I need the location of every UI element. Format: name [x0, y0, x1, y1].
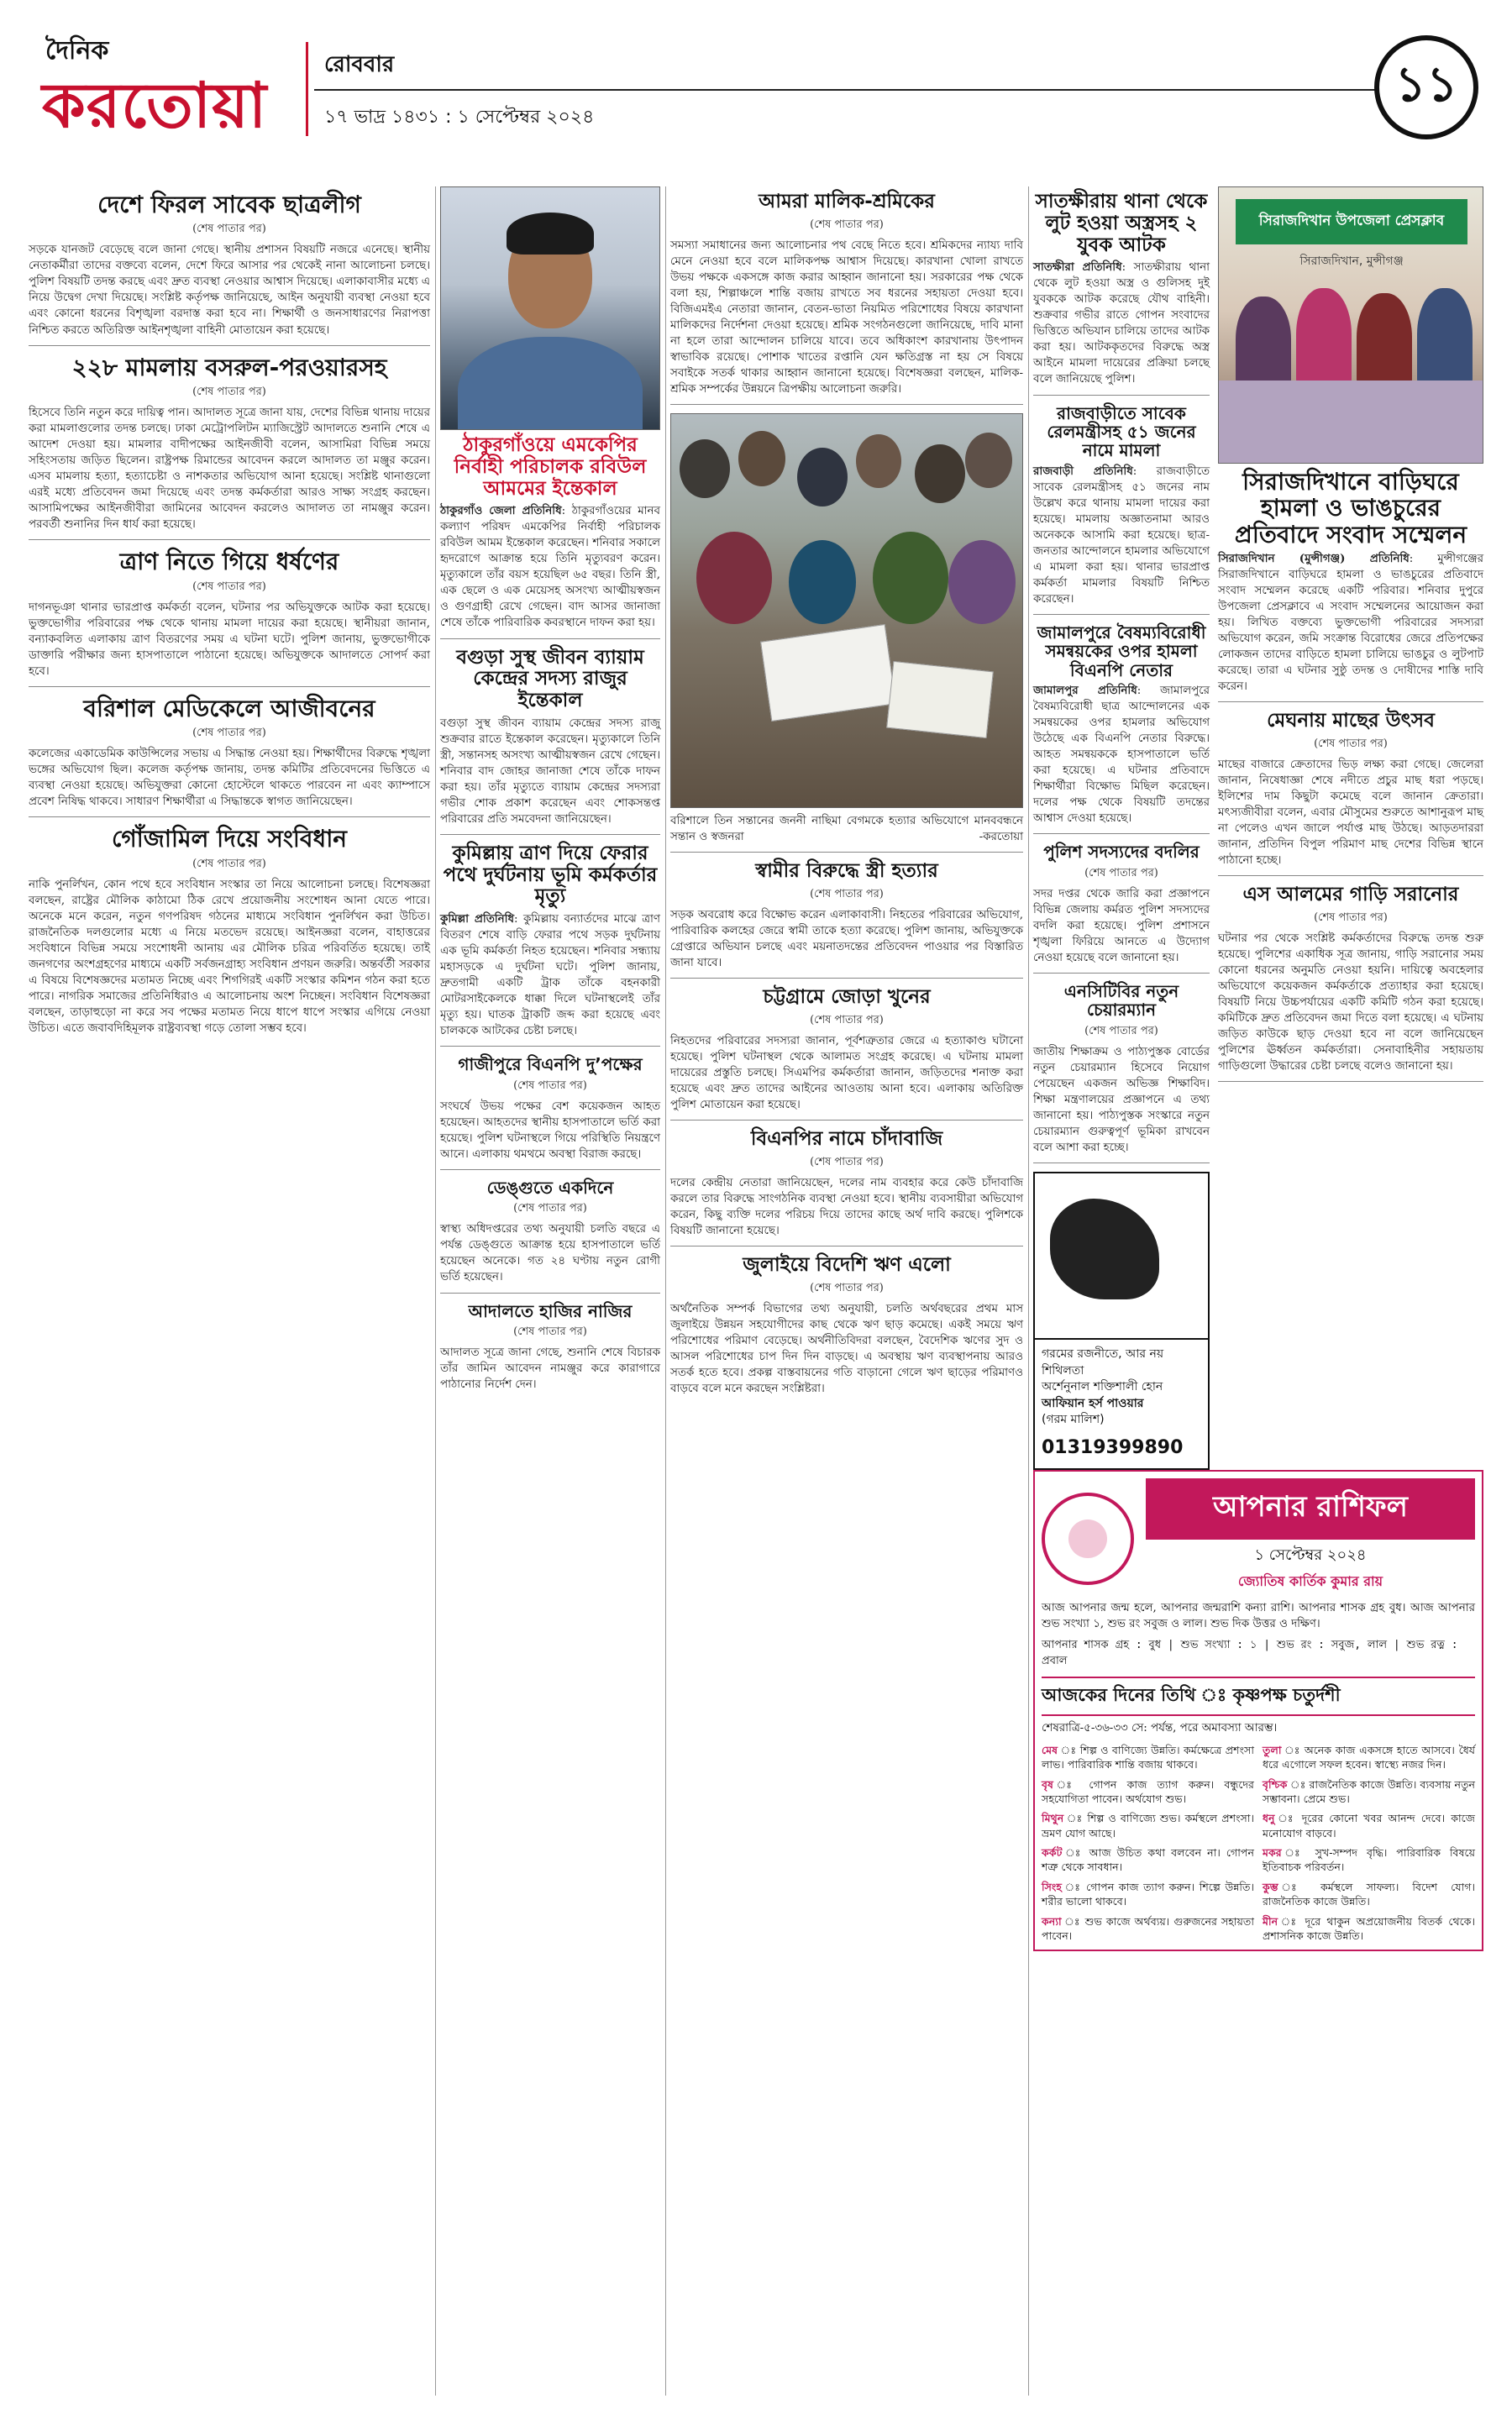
story: [670, 1255, 1023, 1404]
column-divider: [665, 186, 666, 2396]
story-text: জামালপুরে বৈষম্যবিরোধী ছাত্র আন্দোলনের এক সমন্বয়কের ওপর হামলার অভিযোগ উঠেছে এক বিএনপি নেতার বিরুদ্ধে। আহত সমন্বয়ককে হাসপাতালে ভর্তি করা হয়েছে। এ ঘটনার প্রতিবাদে শিক্ষার্থীরা বিক্ষোভ মিছিল করেছেন। দলের পক্ষ থেকে বিষয়টি তদন্তের আশ্বাস দেওয়া হয়েছে।: [1033, 685, 1210, 826]
story-headline: এস আলমের গাড়ি সরানোর: [1242, 884, 1459, 906]
story-headline: ঠাকুরগাঁওয়ে এমকেপির নির্বাহী পরিচালক রবিউল আমমের ইন্তেকাল: [454, 434, 647, 500]
sign-name: কুম্ভ: [1263, 1880, 1278, 1893]
story-jump: (শেষ পাতার পর): [192, 385, 266, 398]
sign-name: বৃশ্চিক: [1263, 1777, 1288, 1791]
caption-credit: -করতোয়া: [979, 831, 1023, 844]
ad-line1: গরমের রজনীতে, আর নয় শিথিলতা: [1042, 1346, 1164, 1378]
story-jump: (শেষ পাতার পর): [1314, 737, 1388, 751]
tithi-heading: আজকের দিনের তিথি ঃ কৃষ্ণপক্ষ চতুর্দশী: [1042, 1677, 1475, 1716]
story-jump: (শেষ পাতার পর): [192, 727, 266, 740]
crowd-figure: [789, 540, 856, 624]
story: [1218, 884, 1483, 1082]
press-conference-photo: [1218, 186, 1483, 464]
sign-text: রাজনৈতিক কাজে উন্নতি। ব্যবসায় নতুন সম্ভাবনা। প্রেমে শুভ।: [1263, 1777, 1476, 1805]
attendee-figure: [1296, 288, 1352, 389]
ad-brand: আফিয়ান হর্স পাওয়ার: [1042, 1396, 1144, 1410]
tithi-detail: শেষরাত্রি-৫-৩৬-৩৩ সে: পর্যন্ত, পরে অমাবস্যা আরম্ভ।: [1042, 1721, 1278, 1735]
story: [1033, 982, 1210, 1163]
story-body: সংঘর্ষে উভয় পক্ষের বেশ কয়েকজন আহত হয়েছেন। আহতদের স্থানীয় হাসপাতালে ভর্তি করা হয়েছে। পুলিশ ঘটনাস্থলে গিয়ে পরিস্থিতি নিয়ন্ত্রণে আনে। এলাকায় থমথমে অবস্থা বিরাজ করছে।: [440, 1100, 660, 1161]
story-jump: (শেষ পাতার পর): [513, 1079, 587, 1092]
story: [29, 826, 430, 1043]
horse-silhouette: [1050, 1199, 1159, 1299]
story-headline: কুমিল্লায় ত্রাণ দিয়ে ফেরার পথে দুর্ঘটনায় ভূমি কর্মকর্তার মৃত্যু: [443, 842, 658, 908]
newspaper-logo: [39, 30, 291, 148]
story-jump: (শেষ পাতার পর): [810, 1155, 884, 1168]
story-body: সড়কে যানজট বেড়েছে বলে জানা গেছে। স্থানীয় প্রশাসন বিষয়টি নজরে এনেছে। স্থানীয় নেতাকর্মীরা তাদের বক্তব্যে বলেন, দেশে ফিরে আসার পর থেকেই নানা আলোচনা চলছে। পুলিশ বিষয়টি তদন্ত করছে এবং দ্রুত ব্যবস্থা নেওয়ার আশ্বাস দিয়েছে। এলাকাবাসীর মধ্যে এ নিয়ে উদ্বেগ দেখা দিয়েছে। সংশ্লিষ্ট কর্তৃপক্ষ জানিয়েছে, আইন অনুযায়ী ব্যবস্থা নেওয়া হবে এবং কোনো ধরনের বিশৃঙ্খলা বরদাস্ত করা হবে না। শিক্ষার্থী ও জনসাধারণের নিরাপত্তা নিশ্চিত করতে অতিরিক্ত আইনশৃঙ্খলা বাহিনী মোতায়েন করা হয়েছে।: [29, 244, 430, 337]
story-jump: (শেষ পাতার পর): [810, 887, 884, 900]
story: [1033, 192, 1210, 396]
ad-sub: (গরম মালিশ): [1042, 1413, 1105, 1427]
story-byline: কুমিল্লা প্রতিনিধি: [440, 912, 514, 926]
logo-name: করতোয়া: [42, 70, 268, 142]
protest-placard: [886, 661, 994, 738]
story: [1033, 404, 1210, 615]
story-jump: (শেষ পাতার পর): [810, 1013, 884, 1026]
story-body: রাজবাড়ী প্রতিনিধি: রাজবাড়ীতে সাবেক রেলমন্ত্রীসহ ৫১ জনের নাম উল্লেখ করে থানায় মামলা দায়ের করা হয়েছে। মামলায় অজ্ঞাতনামা আরও অনেককে আসামি করা হয়েছে। ছাত্র-জনতার আন্দোলনে হামলার অভিযোগে এ মামলা করা হয়। থানার ভারপ্রাপ্ত কর্মকর্তা মামলার বিষয়টি নিশ্চিত করেছেন।: [1033, 464, 1210, 606]
sign-text: অনেক কাজ একসঙ্গে হাতে আসবে। ধৈর্য ধরে এগোলে সফল হবেন। স্বাস্থ্যে নজর দিন।: [1263, 1743, 1476, 1771]
story-body: হিসেবে তিনি নতুন করে দায়িত্ব পান। আদালত সূত্রে জানা যায়, দেশের বিভিন্ন থানায় দায়ের করা মামলাগুলোর তদন্ত চলছে। ঢাকা মেট্রোপলিটন ম্যাজিস্ট্রেট আদালতে শুনানি শেষে এ আদেশ দেওয়া হয়। মামলার বাদীপক্ষের আইনজীবী বলেন, আসামিরা বিভিন্ন সময়ে সহিংসতায় জড়িত ছিলেন। রাষ্ট্রপক্ষ রিমান্ডের আবেদন করলে আদালত তা মঞ্জুর করেন। এসব মামলায় হত্যা, হত্যাচেষ্টা ও নাশকতার অভিযোগ আনা হয়েছে। সংশ্লিষ্ট থানাগুলো এরই মধ্যে প্রতিবেদন জমা দিয়েছে এবং তদন্ত কর্মকর্তারা আরও সাক্ষ্য সংগ্রহ করছেন। আসামিপক্ষের আইনজীবীরা জামিনের আবেদন করলেও আদালত তা নামঞ্জুর করেন। পরবর্তী শুনানির দিন ধার্য করা হয়েছে।: [29, 406, 430, 532]
story-headline: বিএনপির নামে চাঁদাবাজি: [750, 1127, 943, 1150]
story-headline: ২২৮ মামলায় বসরুল-পরওয়ারসহ: [71, 353, 387, 381]
story-body: কুমিল্লা প্রতিনিধি: কুমিল্লায় বন্যার্তদের মাঝে ত্রাণ বিতরণ শেষে বাড়ি ফেরার পথে সড়ক দুর্ঘটনায় এক ভূমি কর্মকর্তা নিহত হয়েছেন। শনিবার সন্ধ্যায় মহাসড়কে এ দুর্ঘটনা ঘটে। পুলিশ জানায়, দ্রুতগামী একটি ট্রাক তাঁকে বহনকারী মোটরসাইকেলকে ধাক্কা দিলে ঘটনাস্থলেই তাঁর মৃত্যু হয়। ঘাতক ট্রাকটি জব্দ করা হয়েছে এবং চালককে আটকের চেষ্টা চলছে।: [440, 912, 660, 1038]
newspaper-page: [29, 18, 1483, 2412]
sign-entry: মেষ ঃ শিল্প ও বাণিজ্যে উন্নতি। কর্মক্ষেত্রে প্রশংসা লাভ। পারিবারিক শান্তি বজায় থাকবে।: [1042, 1743, 1254, 1771]
crowd-figure: [797, 448, 848, 506]
story-body: আদালত সূত্রে জানা গেছে, শুনানি শেষে বিচারক তাঁর জামিন আবেদন নামঞ্জুর করে কারাগারে পাঠানোর নির্দেশ দেন।: [440, 1346, 660, 1391]
masthead-date: ১৭ ভাদ্র ১৪৩১ : ১ সেপ্টেম্বর ২০২৪: [324, 107, 595, 128]
sign-name: সিংহ: [1042, 1880, 1062, 1893]
story-body: সমস্যা সমাধানের জন্য আলোচনার পথ বেছে নিতে হবে। শ্রমিকদের ন্যায্য দাবি মেনে নেওয়া হবে বলে মালিকপক্ষ আশ্বাস দিয়েছে। কারখানা খোলা রাখতে উভয় পক্ষকে একসঙ্গে কাজ করার আহ্বান জানানো হয়। সরকারের পক্ষ থেকে বলা হয়, শিল্পাঞ্চলে শান্তি বজায় রাখতে সব ধরনের সহায়তা দেওয়া হবে। বিজিএমইএ নেতারা জানান, বেতন-ভাতা নিয়মিত পরিশোধের বিষয়ে কারখানা মালিকদের নির্দেশনা দেওয়া হয়েছে। শ্রমিক সংগঠনগুলো জানিয়েছে, দাবি মানা না হলে তারা আন্দোলন চালিয়ে যাবে। তবে অধিকাংশ কারখানায় উৎপাদন স্বাভাবিক রয়েছে। পোশাক খাতের রপ্তানি যেন ক্ষতিগ্রস্ত না হয় সে বিষয়ে সবাইকে সতর্ক থাকার আহ্বান জানানো হয়েছে। বিশেষজ্ঞরা বলছেন, মালিক-শ্রমিক সম্পর্কের উন্নয়নে ত্রিপক্ষীয় আলোচনা জরুরি।: [670, 239, 1023, 396]
sign-name: কর্কট: [1042, 1846, 1063, 1860]
ad-copy: [1035, 1340, 1208, 1468]
caption-text: বরিশালে তিন সন্তানের জননী নাছিমা বেগমকে হত্যার অভিযোগে মানববন্ধনে সন্তান ও স্বজনরা: [670, 815, 1023, 844]
story: [670, 192, 1023, 405]
story-headline: সাতক্ষীরায় থানা থেকে লুট হওয়া অস্ত্রসহ ২ যুবক আটক: [1035, 191, 1208, 256]
story: [29, 695, 430, 817]
column-4: [1033, 186, 1483, 2396]
story-body: বগুড়া সুস্থ জীবন ব্যায়াম কেন্দ্রের সদস্য রাজু শুক্রবার রাতে ইন্তেকাল করেছেন। মৃত্যুকালে তিনি স্ত্রী, সন্তানসহ অসংখ্য আত্মীয়স্বজন রেখে গেছেন। শনিবার বাদ জোহর জানাজা শেষে তাঁকে দাফন করা হয়। তাঁর মৃত্যুতে ব্যায়াম কেন্দ্রের সদস্যরা গভীর শোক প্রকাশ করেছেন এবং শোকসন্তপ্ত পরিবারের প্রতি সমবেদনা জানিয়েছেন।: [440, 716, 660, 826]
sign-name: মীন: [1263, 1914, 1278, 1928]
horoscope-box: [1033, 1470, 1483, 1952]
sign-name: ধনু: [1263, 1812, 1275, 1825]
story-headline: রাজবাড়ীতে সাবেক রেলমন্ত্রীসহ ৫১ জনের নামে মামলা: [1047, 402, 1196, 461]
crowd-figure: [738, 431, 785, 486]
story-headline: স্বামীর বিরুদ্ধে স্ত্রী হত্যার: [755, 860, 938, 883]
column-2: [440, 186, 660, 2396]
horoscope-author: জ্যোতিষ কার্তিক কুমার রায়: [1237, 1572, 1383, 1589]
story-text: কুমিল্লায় বন্যার্তদের মাঝে ত্রাণ বিতরণ শেষে বাড়ি ফেরার পথে সড়ক দুর্ঘটনায় এক ভূমি কর্মকর্তা নিহত হয়েছেন। শনিবার সন্ধ্যায় মহাসড়কে এ দুর্ঘটনা ঘটে। পুলিশ জানায়, দ্রুতগামী একটি ট্রাক তাঁকে বহনকারী মোটরসাইকেলকে ধাক্কা দিলে ঘটনাস্থলেই তাঁর মৃত্যু হয়। ঘাতক ট্রাকটি জব্দ করা হয়েছে এবং চালককে আটকের চেষ্টা চলছে।: [440, 913, 660, 1038]
sign-entry: মকর ঃ সুখ-সম্পদ বৃদ্ধি। পারিবারিক বিষয়ে ইতিবাচক পরিবর্তন।: [1263, 1846, 1475, 1874]
story-headline: দেশে ফিরল সাবেক ছাত্রলীগ: [97, 191, 361, 218]
story-jump: (শেষ পাতার পর): [192, 223, 266, 236]
story-headline: এনসিটিবির নতুন চেয়ারম্যান: [1063, 980, 1179, 1021]
story-body: নিহতদের পরিবারের সদস্যরা জানান, পূর্বশত্রুতার জেরে এ হত্যাকাণ্ড ঘটানো হয়েছে। পুলিশ ঘটনাস্থল থেকে আলামত সংগ্রহ করেছে। এ ঘটনায় মামলা দায়েরের প্রস্তুতি চলছে। সিএমপির কর্মকর্তারা জানান, জড়িতদের শনাক্ত করা হয়েছে এবং দ্রুত তাদের আইনের আওতায় আনা হবে। এলাকায় অতিরিক্ত পুলিশ মোতায়েন করা হয়েছে।: [670, 1034, 1023, 1111]
sign-text: শুভ কাজে অর্থব্যয়। গুরুজনের সহায়তা পাবেন।: [1042, 1914, 1255, 1942]
sign-entry: বৃশ্চিক ঃ রাজনৈতিক কাজে উন্নতি। ব্যবসায় নতুন সম্ভাবনা। প্রেমে শুভ।: [1263, 1777, 1476, 1805]
story-body: সড়ক অবরোধ করে বিক্ষোভ করেন এলাকাবাসী। নিহতের পরিবারের অভিযোগ, পারিবারিক কলহের জেরে স্বামী তাকে হত্যা করেছে। পুলিশ জানায়, অভিযুক্তকে গ্রেপ্তারে অভিযান চলছে এবং ময়নাতদন্তের প্রতিবেদন পাওয়ার পর বিস্তারিত জানা যাবে।: [670, 908, 1023, 969]
story-body: দলের কেন্দ্রীয় নেতারা জানিয়েছেন, দলের নাম ব্যবহার করে কেউ চাঁদাবাজি করলে তার বিরুদ্ধে সাংগঠনিক ব্যবস্থা নেওয়া হবে। স্থানীয় ব্যবসায়ীরা অভিযোগ করেন, কিছু ব্যক্তি দলের পরিচয় দিয়ে তাদের কাছে অর্থ দাবি করছে। পুলিশকে বিষয়টি জানানো হয়েছে।: [670, 1176, 1023, 1237]
horoscope-header: [1042, 1478, 1475, 1600]
horoscope-intro: আজ আপনার জন্ম হলে, আপনার জন্মরাশি কন্যা রাশি। আপনার শাসক গ্রহ বুধ। আজ আপনার শুভ সংখ্যা ১, শুভ রং সবুজ ও লাল। শুভ দিক উত্তর ও দক্ষিণ।: [1042, 1601, 1475, 1630]
sign-text: কর্মস্থলে সাফল্য। বিদেশ যোগ। রাজনৈতিক কাজে উন্নতি।: [1263, 1880, 1475, 1908]
story: [440, 843, 660, 1047]
story-body: দাগনভূঞা থানার ভারপ্রাপ্ত কর্মকর্তা বলেন, ঘটনার পর অভিযুক্তকে আটক করা হয়েছে। ভুক্তভোগীর পরিবারের পক্ষ থেকে থানায় মামলা দায়ের করা হয়েছে। স্থানীয়রা জানান, বন্যাকবলিত এলাকায় ত্রাণ বিতরণের সময় এ ঘটনা ঘটে। পুলিশ জানায়, ভুক্তভোগীকে ডাক্তারি পরীক্ষার জন্য হাসপাতালে পাঠানো হয়েছে। অভিযুক্তকে আদালতে সোপর্দ করা হবে।: [29, 601, 430, 678]
sign-name: কন্যা: [1042, 1914, 1062, 1928]
sign-entry: সিংহ ঃ গোপন কাজ ত্যাগ করুন। শিল্পে উন্নতি। শরীর ভালো থাকবে।: [1042, 1880, 1254, 1908]
story-headline: জামালপুরে বৈষম্যবিরোধী সমন্বয়কের ওপর হামলা বিএনপি নেতার: [1037, 622, 1206, 680]
crowd-figure: [680, 439, 730, 498]
story-jump: (শেষ পাতার পর): [1084, 1024, 1158, 1037]
story-text: রাজবাড়ীতে সাবেক রেলমন্ত্রীসহ ৫১ জনের নাম উল্লেখ করে থানায় মামলা দায়ের করা হয়েছে। মামলায় অজ্ঞাতনামা আরও অনেককে আসামি করা হয়েছে। ছাত্র-জনতার আন্দোলনে হামলার অভিযোগে এ মামলা করা হয়। থানার ভারপ্রাপ্ত কর্মকর্তা মামলার বিষয়টি নিশ্চিত করেছেন।: [1033, 464, 1210, 606]
page-number: ১১: [1374, 35, 1478, 139]
sign-text: গোপন কাজ ত্যাগ করুন। শিল্পে উন্নতি। শরীর ভালো থাকবে।: [1042, 1880, 1254, 1908]
sign-text: গোপন কাজ ত্যাগ করুন। বন্ধুদের সহযোগিতা পাবেন। অর্থযোগ শুভ।: [1042, 1777, 1254, 1805]
story-headline: জুলাইয়ে বিদেশি ঋণ এলো: [743, 1253, 951, 1276]
story-byline: সাতক্ষীরা প্রতিনিধি: [1033, 260, 1122, 275]
story-jump: (শেষ পাতার পর): [513, 1202, 587, 1215]
story-body: ঘটনার পর থেকে সংশ্লিষ্ট কর্মকর্তাদের বিরুদ্ধে তদন্ত শুরু হয়েছে। পুলিশের একাধিক সূত্র জানায়, গাড়ি সরানোর সময় কোনো ধরনের অনুমতি নেওয়া হয়নি। দায়িত্বে অবহেলার অভিযোগে কয়েকজন কর্মকর্তাকে প্রত্যাহার করা হয়েছে। বিষয়টি নিয়ে উচ্চপর্যায়ের একটি কমিটি গঠন করা হয়েছে। কমিটিকে দ্রুত প্রতিবেদন জমা দিতে বলা হয়েছে। এ ঘটনায় জড়িত কাউকে ছাড় দেওয়া হবে না বলে জানিয়েছেন পুলিশের ঊর্ধ্বতন কর্মকর্তারা। সেনাবাহিনীর সহায়তায় গাড়িগুলো উদ্ধারের চেষ্টা চলছে বলেও জানানো হয়।: [1218, 932, 1483, 1073]
story: [29, 548, 430, 687]
crowd-figure: [965, 433, 1012, 488]
story: [670, 861, 1023, 979]
sign-entry: ধনু ঃ দূরের কোনো খবর আনন্দ দেবে। কাজে মনোযোগ বাড়বে।: [1263, 1812, 1475, 1840]
story-text: মুন্সীগঞ্জের সিরাজদিখানে বাড়িঘরে হামলা ও ভাঙচুরের প্রতিবাদে সংবাদ সম্মেলন করেছে একটি পরিবার। শনিবার দুপুরে উপজেলা প্রেসক্লাবে এ সংবাদ সম্মেলনের আয়োজন করা হয়। লিখিত বক্তব্যে ভুক্তভোগী পরিবারের সদস্যরা অভিযোগ করেন, জমি সংক্রান্ত বিরোধের জেরে প্রতিপক্ষের লোকজন তাদের বাড়িতে হামলা চালিয়ে ভাঙচুর ও লুটপাট করেছে। তারা এ ঘটনার সুষ্ঠু তদন্ত ও দোষীদের শাস্তি দাবি করেন।: [1218, 553, 1483, 694]
masthead: [29, 18, 1483, 170]
story-headline: বগুড়া সুস্থ জীবন ব্যায়াম কেন্দ্রের সদস্য রাজুর ইন্তেকাল: [456, 646, 644, 711]
horoscope-date: ১ সেপ্টেম্বর ২০২৪: [1254, 1546, 1367, 1564]
crowd-figure: [948, 540, 1016, 624]
story: [1033, 842, 1210, 974]
advertisement[interactable]: [1033, 1172, 1210, 1340]
story-headline: ত্রাণ নিতে গিয়ে ধর্ষণের: [119, 548, 339, 576]
sign-name: তুলা: [1263, 1743, 1282, 1756]
protest-placard: [760, 624, 896, 722]
photo-caption: [670, 813, 1023, 845]
story-body: নাকি পুনর্লিখন, কোন পথে হবে সংবিধান সংস্কার তা নিয়ে আলোচনা চলছে। বিশেষজ্ঞরা বলছেন, রাষ্ট্রের মৌলিক কাঠামো ঠিক রেখে প্রয়োজনীয় সংশোধন আনা যেতে পারে। অনেকে মনে করেন, নতুন গণপরিষদ গঠনের মাধ্যমে সংবিধান পুনর্লিখন করা উচিত। রাজনৈতিক দলগুলোর মধ্যে এ নিয়ে মতভেদ রয়েছে। আইনজ্ঞরা বলেন, বাহাত্তরের সংবিধানে বিভিন্ন সময়ে সংশোধনী আনায় এর মৌলিক চরিত্র পরিবর্তিত হয়েছে। তাই জনগণের অংশগ্রহণের মাধ্যমে একটি সর্বজনগ্রাহ্য সংবিধান প্রণয়ন জরুরি। অন্তর্বর্তী সরকার এ বিষয়ে বিশেষজ্ঞদের মতামত নিচ্ছে এবং শিগগিরই একটি সংস্কার কমিশন গঠন করা হতে পারে। নাগরিক সমাজের প্রতিনিধিরাও এ আলোচনায় অংশ নিচ্ছেন। সংবিধান বিশেষজ্ঞরা বলছেন, তাড়াহুড়ো না করে সব পক্ষের মতামত নিয়ে ধাপে ধাপে সংস্কার এগিয়ে নেওয়া উচিত। এতে জবাবদিহিমূলক রাষ্ট্রব্যবস্থা গড়ে তোলা সম্ভব হবে।: [29, 878, 430, 1035]
story-headline: পুলিশ সদস্যদের বদলির: [1043, 842, 1200, 863]
story-jump: (শেষ পাতার পর): [1314, 911, 1388, 925]
column-4-top: [1033, 186, 1483, 1470]
story-body: অর্থনৈতিক সম্পর্ক বিভাগের তথ্য অনুযায়ী, চলতি অর্থবছরের প্রথম মাস জুলাইয়ে উন্নয়ন সহযোগীদের কাছ থেকে ঋণ ছাড় কমেছে। একই সময়ে ঋণ পরিশোধের পরিমাণ বেড়েছে। অর্থনীতিবিদরা বলছেন, বৈদেশিক ঋণের সুদ ও আসল পরিশোধের চাপ দিন দিন বাড়ছে। এ অবস্থায় ঋণ ব্যবস্থাপনায় আরও সতর্ক হতে হবে। প্রকল্প বাস্তবায়নের গতি বাড়ানো গেলে ঋণ ছাড়ের পরিমাণও বাড়বে বলে মনে করছেন সংশ্লিষ্টরা।: [670, 1302, 1023, 1395]
story: [29, 354, 430, 541]
story: [1033, 623, 1210, 834]
masthead-separator: [306, 42, 308, 136]
logo-daily: দৈনিক: [45, 36, 109, 66]
story-headline: গাজীপুরে বিএনপি দু’পক্ষের: [458, 1054, 643, 1075]
story-body: ঠাকুরগাঁও জেলা প্রতিনিধি: ঠাকুরগাঁওয়ের মানব কল্যাণ পরিষদ এমকেপির নির্বাহী পরিচালক রবিউল আমম ইন্তেকাল করেছেন। শনিবার সকালে হৃদরোগে আক্রান্ত হয়ে তিনি মৃত্যুবরণ করেন। মৃত্যুকালে তাঁর বয়স হয়েছিল ৬৫ বছর। তিনি স্ত্রী, এক ছেলে ও এক মেয়েসহ অসংখ্য আত্মীয়স্বজন ও গুণগ্রাহী রেখে গেছেন। বাদ আসর জানাজা শেষে তাঁকে পারিবারিক কবরস্থানে দাফন করা হয়।: [440, 504, 660, 630]
story: [440, 435, 660, 639]
story-byline: রাজবাড়ী প্রতিনিধি: [1033, 464, 1133, 478]
sign-text: সুখ-সম্পদ বৃদ্ধি। পারিবারিক বিষয়ে ইতিবাচক পরিবর্তন।: [1263, 1846, 1475, 1874]
story-body: স্বাস্থ্য অধিদপ্তরের তথ্য অনুযায়ী চলতি বছরে এ পর্যন্ত ডেঙ্গুতে আক্রান্ত হয়ে হাসপাতালে ভর্তি হয়েছেন অনেকে। গত ২৪ ঘণ্টায় নতুন রোগী ভর্তি হয়েছেন।: [440, 1223, 660, 1284]
sign-name: মকর: [1263, 1846, 1282, 1860]
horoscope-title: আপনার রাশিফল: [1146, 1478, 1475, 1540]
sign-text: দূরের কোনো খবর আনন্দ দেবে। কাজে মনোযোগ বাড়বে।: [1263, 1812, 1475, 1840]
story-body: কলেজের একাডেমিক কাউন্সিলের সভায় এ সিদ্ধান্ত নেওয়া হয়। শিক্ষার্থীদের বিরুদ্ধে শৃঙ্খলা ভঙ্গের অভিযোগ ছিল। কলেজ কর্তৃপক্ষ জানায়, তদন্ত কমিটির প্রতিবেদনের ভিত্তিতে এ ব্যবস্থা নেওয়া হয়েছে। অভিযুক্তরা কোনো হোস্টেলে থাকতে পারবেন না এবং ক্যাম্পাসে প্রবেশ নিষিদ্ধ থাকবে। সাধারণ শিক্ষার্থীরা এ সিদ্ধান্তকে স্বাগত জানিয়েছেন।: [29, 748, 430, 809]
zodiac-wheel-icon: [1042, 1493, 1134, 1585]
story-text: ঠাকুরগাঁওয়ের মানব কল্যাণ পরিষদ এমকেপির নির্বাহী পরিচালক রবিউল আমম ইন্তেকাল করেছেন। শনিবার সকালে হৃদরোগে আক্রান্ত হয়ে তিনি মৃত্যুবরণ করেন। মৃত্যুকালে তাঁর বয়স হয়েছিল ৬৫ বছর। তিনি স্ত্রী, এক ছেলে ও এক মেয়েসহ অসংখ্য আত্মীয়স্বজন ও গুণগ্রাহী রেখে গেছেন। বাদ আসর জানাজা শেষে তাঁকে পারিবারিক কবরস্থানে দাফন করা হয়।: [440, 505, 660, 630]
sign-entry: কন্যা ঃ শুভ কাজে অর্থব্যয়। গুরুজনের সহায়তা পাবেন।: [1042, 1914, 1255, 1942]
sign-entry: মিথুন ঃ শিল্প ও বাণিজ্যে শুভ। কর্মস্থলে প্রশংসা। ভ্রমণ যোগ আছে।: [1042, 1812, 1255, 1840]
story-body: সাতক্ষীরা প্রতিনিধি: সাতক্ষীরায় থানা থেকে লুট হওয়া অস্ত্র ও গুলিসহ দুই যুবককে আটক করেছে যৌথ বাহিনী। শুক্রবার গভীর রাতে গোপন সংবাদের ভিত্তিতে অভিযান চালিয়ে তাদের আটক করা হয়। আটককৃতদের বিরুদ্ধে অস্ত্র আইনে মামলা দায়েরের প্রক্রিয়া চলছে বলে জানিয়েছে পুলিশ।: [1033, 260, 1210, 386]
column-4-left: [1033, 186, 1210, 1470]
story-jump: (শেষ পাতার পর): [192, 857, 266, 870]
sign-entry: কর্কট ঃ আজ উচিত কথা বলবেন না। গোপন শত্রু থেকে সাবধান।: [1042, 1846, 1255, 1874]
sign-text: দূরে থাকুন অপ্রয়োজনীয় বিতর্ক থেকে। প্রশাসনিক কাজে উন্নতি।: [1263, 1914, 1475, 1942]
story-headline: বরিশাল মেডিকেলে আজীবনের: [83, 694, 375, 722]
masthead-rule: [314, 89, 1389, 91]
attendee-figure: [1417, 288, 1473, 389]
portrait-shirt: [458, 337, 643, 430]
story-jump: (শেষ পাতার পর): [810, 1281, 884, 1294]
story-byline: ঠাকুরগাঁও জেলা প্রতিনিধি: [440, 504, 562, 518]
story: [440, 1178, 660, 1294]
photo-story: [670, 413, 1023, 853]
story-headline: মেঘনায় মাছের উৎসব: [1267, 710, 1435, 732]
zodiac-signs: [1042, 1743, 1475, 1944]
story: [1218, 469, 1483, 702]
horoscope-heading: [1146, 1478, 1475, 1600]
story-body: মাছের বাজারে ক্রেতাদের ভিড় লক্ষ্য করা গেছে। জেলেরা জানান, নিষেধাজ্ঞা শেষে নদীতে প্রচুর মাছ ধরা পড়ছে। ইলিশের দাম কিছুটা কমেছে বলে জানান ক্রেতারা। মৎস্যজীবীরা বলেন, এবার মৌসুমের শুরুতে আশানুরূপ মাছ না পেলেও এখন জালে পর্যাপ্ত মাছ উঠছে। আড়তদাররা জানান, প্রতিদিন বিপুল পরিমাণ মাছ দেশের বিভিন্ন স্থানে পাঠানো হচ্ছে।: [1218, 758, 1483, 868]
story-body: জামালপুর প্রতিনিধি: জামালপুরে বৈষম্যবিরোধী ছাত্র আন্দোলনের এক সমন্বয়কের ওপর হামলার অভিযোগ উঠেছে এক বিএনপি নেতার বিরুদ্ধে। আহত সমন্বয়ককে হাসপাতালে ভর্তি করা হয়েছে। এ ঘটনার প্রতিবাদে শিক্ষার্থীরা বিক্ষোভ মিছিল করেছেন। দলের পক্ষ থেকে বিষয়টি তদন্তের আশ্বাস দেওয়া হয়েছে।: [1033, 684, 1210, 826]
sign-entry: বৃষ ঃ গোপন কাজ ত্যাগ করুন। বন্ধুদের সহযোগিতা পাবেন। অর্থযোগ শুভ।: [1042, 1777, 1254, 1805]
sign-text: শিল্প ও বাণিজ্যে শুভ। কর্মস্থলে প্রশংসা। ভ্রমণ যোগ আছে।: [1042, 1812, 1255, 1840]
story-body: সিরাজদিখান (মুন্সীগঞ্জ) প্রতিনিধি: মুন্সীগঞ্জের সিরাজদিখানে বাড়িঘরে হামলা ও ভাঙচুরের প্রতিবাদে সংবাদ সম্মেলন করেছে একটি পরিবার। শনিবার দুপুরে উপজেলা প্রেসক্লাবে এ সংবাদ সম্মেলনের আয়োজন করা হয়। লিখিত বক্তব্যে ভুক্তভোগী পরিবারের সদস্যরা অভিযোগ করেন, জমি সংক্রান্ত বিরোধের জেরে প্রতিপক্ষের লোকজন তাদের বাড়িতে হামলা চালিয়ে ভাঙচুর ও লুটপাট করেছে। তারা এ ঘটনার সুষ্ঠু তদন্ত ও দোষীদের শাস্তি দাবি করেন।: [1218, 552, 1483, 694]
story-headline: চট্টগ্রামে জোড়া খুনের: [763, 986, 931, 1008]
story-text: সাতক্ষীরায় থানা থেকে লুট হওয়া অস্ত্র ও গুলিসহ দুই যুবককে আটক করেছে যৌথ বাহিনী। শুক্রবার গভীর রাতে গোপন সংবাদের ভিত্তিতে অভিযান চালিয়ে তাদের আটক করা হয়। আটককৃতদের বিরুদ্ধে অস্ত্র আইনে মামলা দায়েরের প্রক্রিয়া চলছে বলে জানিয়েছে পুলিশ।: [1033, 261, 1210, 386]
sign-entry: কুম্ভ ঃ কর্মস্থলে সাফল্য। বিদেশ যোগ। রাজনৈতিক কাজে উন্নতি।: [1263, 1880, 1475, 1908]
ad-line2: অর্শেনুনাল শক্তিশালী হোন: [1042, 1380, 1163, 1394]
sign-name: মেষ: [1042, 1743, 1058, 1756]
story-jump: (শেষ পাতার পর): [192, 580, 266, 593]
story-headline: ডেঙ্গুতে একদিনে: [486, 1177, 614, 1198]
portrait-hair: [507, 213, 594, 255]
column-divider: [1028, 186, 1029, 2396]
story-headline: সিরাজদিখানে বাড়িঘরে হামলা ও ভাঙচুরের প্রতিবাদে সংবাদ সম্মেলন: [1234, 468, 1467, 548]
story-headline: আমরা মালিক-শ্রমিকের: [759, 191, 935, 213]
story: [1218, 711, 1483, 876]
advertisement-text: [1033, 1340, 1210, 1470]
story-jump: (শেষ পাতার পর): [810, 218, 884, 231]
column-4-right: [1218, 186, 1483, 1470]
story-jump: (শেষ পাতার পর): [513, 1325, 587, 1338]
attendee-figure: [1357, 293, 1412, 389]
story-headline: গোঁজামিল দিয়ে সংবিধান: [111, 825, 348, 853]
column-3: [670, 186, 1023, 2396]
story: [29, 192, 430, 346]
story-body: সদর দপ্তর থেকে জারি করা প্রজ্ঞাপনে বিভিন্ন জেলায় কর্মরত পুলিশ সদস্যদের বদলি করা হয়েছে। পুলিশ প্রশাসনে শৃঙ্খলা ফিরিয়ে আনতে এ উদ্যোগ নেওয়া হয়েছে বলে জানানো হয়।: [1033, 887, 1210, 964]
sign-entry: মীন ঃ দূরে থাকুন অপ্রয়োজনীয় বিতর্ক থেকে। প্রশাসনিক কাজে উন্নতি।: [1263, 1914, 1475, 1942]
obituary-portrait: [440, 186, 660, 430]
sign-text: শিল্প ও বাণিজ্যে উন্নতি। কর্মক্ষেত্রে প্রশংসা লাভ। পারিবারিক শান্তি বজায় থাকবে।: [1042, 1743, 1254, 1771]
crowd-figure: [856, 434, 901, 488]
story: [670, 987, 1023, 1121]
sign-entry: তুলা ঃ অনেক কাজ একসঙ্গে হাতে আসবে। ধৈর্য ধরে এগোলে সফল হবেন। স্বাস্থ্যে নজর দিন।: [1263, 1743, 1476, 1771]
story: [440, 1302, 660, 1399]
sign-name: বৃষ: [1042, 1777, 1053, 1791]
story-jump: (শেষ পাতার পর): [1084, 866, 1158, 879]
press-table: [1219, 381, 1483, 464]
attendee-figure: [1236, 297, 1291, 389]
masthead-day: রোববার: [324, 52, 395, 77]
sign-text: আজ উচিত কথা বলবেন না। গোপন শত্রু থেকে সাবধান।: [1042, 1846, 1255, 1874]
ad-phone: 01319399890: [1042, 1436, 1184, 1458]
column-divider: [435, 186, 436, 2396]
crowd-figure: [873, 532, 948, 624]
story-byline: সিরাজদিখান (মুন্সীগঞ্জ) প্রতিনিধি: [1218, 552, 1410, 566]
story: [440, 1055, 660, 1170]
press-club-banner-sub: সিরাজদিখান, মুন্সীগঞ্জ: [1299, 255, 1404, 268]
story: [440, 648, 660, 835]
story-body: জাতীয় শিক্ষাক্রম ও পাঠ্যপুস্তক বোর্ডের নতুন চেয়ারম্যান হিসেবে নিয়োগ পেয়েছেন একজন অভিজ্ঞ শিক্ষাবিদ। শিক্ষা মন্ত্রণালয়ের প্রজ্ঞাপনে এ তথ্য জানানো হয়। পাঠ্যপুস্তক সংস্কারে নতুন চেয়ারম্যান গুরুত্বপূর্ণ ভূমিকা রাখবেন বলে আশা করা হচ্ছে।: [1033, 1045, 1210, 1154]
story: [670, 1129, 1023, 1246]
crowd-figure: [915, 444, 965, 503]
story-headline: আদালতে হাজির নাজির: [468, 1300, 633, 1321]
human-chain-photo: [670, 413, 1023, 808]
horse-logo: [1035, 1173, 1178, 1338]
sign-name: মিথুন: [1042, 1812, 1064, 1825]
horoscope-meta: আপনার শাসক গ্রহ : বুধ | শুভ সংখ্যা : ১ | শুভ রং : সবুজ, লাল | শুভ রত্ন : প্রবাল: [1042, 1638, 1458, 1668]
crowd-figure: [696, 532, 772, 624]
story-byline: জামালপুর প্রতিনিধি: [1033, 684, 1137, 698]
column-1: [29, 186, 430, 2396]
press-club-banner: সিরাজদিখান উপজেলা প্রেসক্লাব: [1236, 199, 1467, 244]
